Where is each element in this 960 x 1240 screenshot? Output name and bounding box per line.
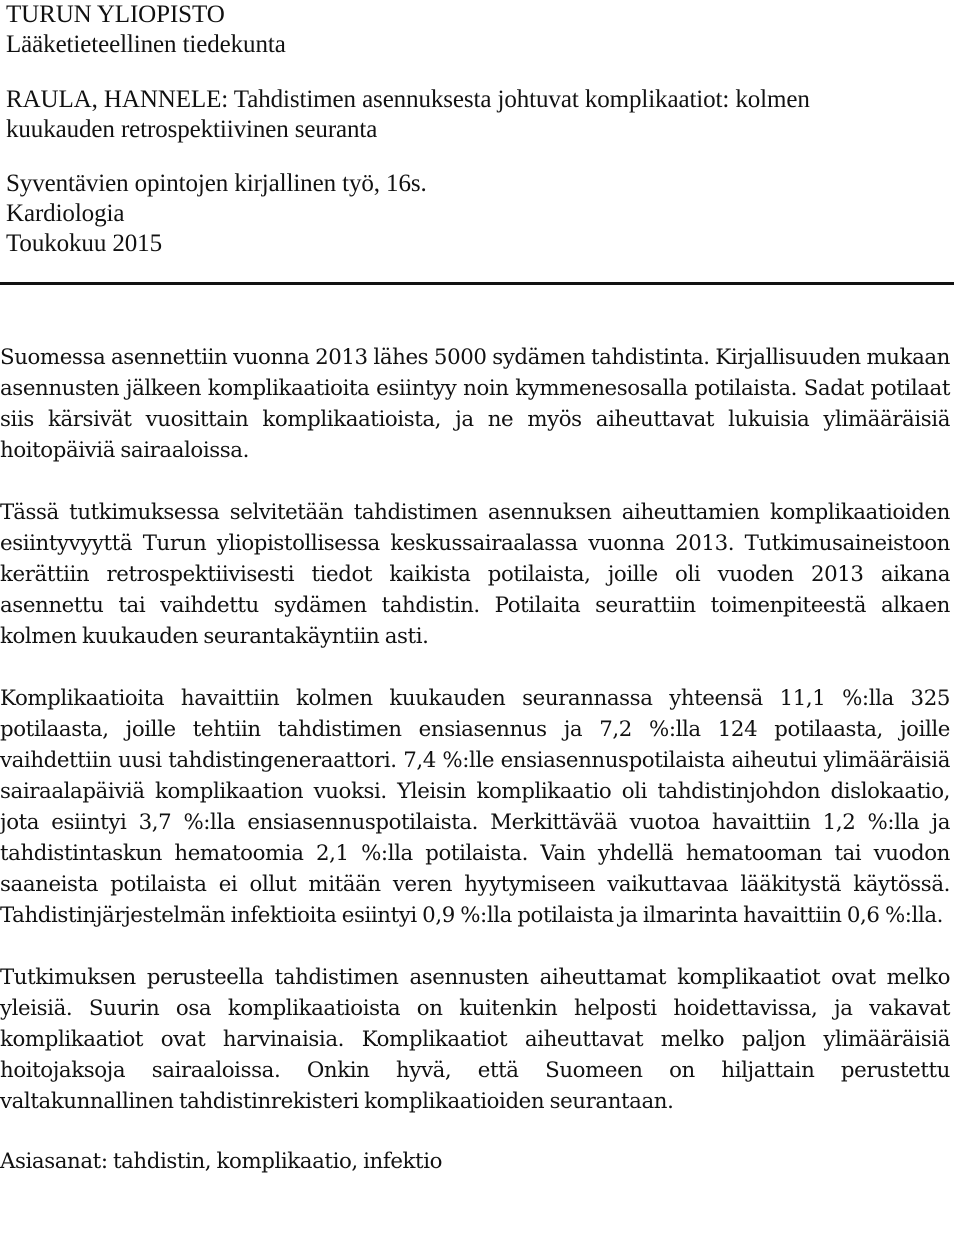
subject: Kardiologia [6, 200, 125, 227]
document-page [6, 0, 956, 259]
document-header [6, 0, 956, 259]
author-title-line-1: RAULA, HANNELE: Tahdistimen asennuksesta johtuvat komplikaatiot: kolmen [6, 86, 810, 113]
work-type: Syventävien opintojen kirjallinen työ, 16s. [6, 170, 427, 197]
abstract-paragraph-4: Tutkimuksen perusteella tahdistimen asennusten aiheuttamat komplikaatiot ovat melko yleisiä. Suurin osa komplikaatioista on kuitenkin helposti hoidettavissa, ja vakavat komplikaatiot ovat harvinaisia. Komplikaatiot aiheuttavat melko paljon ylimääräisiä hoitojaksoja sairaaloissa. Onkin hyvä, että Suomeen on hiljattain perustettu valtakunnallinen tahdistinrekisteri komplikaatioiden seurantaan. [0, 965, 950, 1114]
keywords: Asiasanat: tahdistin, komplikaatio, infektio [0, 1149, 443, 1174]
university-name: TURUN YLIOPISTO [6, 1, 225, 28]
abstract-body [0, 342, 950, 1177]
abstract-paragraph-1: Suomessa asennettiin vuonna 2013 lähes 5000 sydämen tahdistinta. Kirjallisuuden mukaan asennusten jälkeen komplikaatioita esiintyy noin kymmenesosalla potilaista. Sadat potilaat siis kärsivät vuosittain komplikaatioista, ja ne myös aiheuttavat lukuisia ylimääräisiä hoitopäiviä sairaaloissa. [0, 345, 950, 463]
header-divider [0, 282, 954, 285]
author-title-line-2: kuukauden retrospektiivinen seuranta [6, 116, 378, 143]
abstract-paragraph-3: Komplikaatioita havaittiin kolmen kuukauden seurannassa yhteensä 11,1 %:lla 325 potilaasta, joille tehtiin tahdistimen ensiasennus ja 7,2 %:lla 124 potilaasta, joille vaihdettiin uusi tahdistingeneraattori. 7,4 %:lle ensiasennuspotilaista aiheutui ylimääräisiä sairaalapäiviä komplikaation vuoksi. Yleisin komplikaatio oli tahdistinjohdon dislokaatio, jota esiintyi 3,7 %:lla ensiasennuspotilaista. Merkittävää vuotoa havaittiin 1,2 %:lla ja tahdistintaskun hematoomia 2,1 %:lla potilaista. Vain yhdellä hematooman tai vuodon saaneista potilaista ei ollut mitään veren hyytymiseen vaikuttavaa lääkitystä käytössä. Tahdistinjärjestelmän infektioita esiintyi 0,9 %:lla potilaista ja ilmarinta havaittiin 0,6 %:lla. [0, 686, 950, 928]
date: Toukokuu 2015 [6, 230, 162, 257]
abstract-paragraph-2: Tässä tutkimuksessa selvitetään tahdistimen asennuksen aiheuttamien komplikaatioiden esiintyvyyttä Turun yliopistollisessa keskussairaalassa vuonna 2013. Tutkimusaineistoon kerättiin retrospektiivisesti tiedot kaikista potilaista, joille oli vuoden 2013 aikana asennettu tai vaihdettu sydämen tahdistin. Potilaita seurattiin toimenpiteestä alkaen kolmen kuukauden seurantakäyntiin asti. [0, 500, 950, 649]
faculty-name: Lääketieteellinen tiedekunta [6, 31, 286, 58]
